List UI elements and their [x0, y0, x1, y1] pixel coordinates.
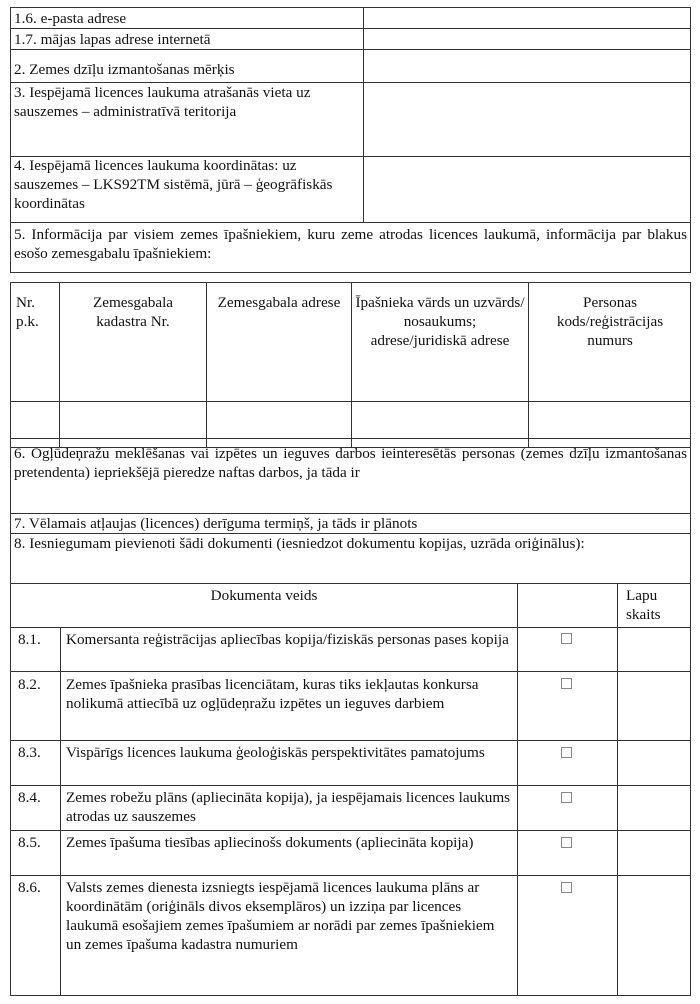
territory-value-field[interactable] [363, 82, 691, 157]
doc-num-8-5: 8.5. [18, 834, 41, 851]
email-value-field[interactable] [363, 7, 691, 29]
row-3-label: 3. Iespējamā licences laukuma atrašanās vieta uz sauszemes – administratīvā teritorija [14, 84, 311, 120]
owners-header-nr: Nr. p.k. [16, 294, 39, 330]
row-2-label: 2. Zemes dzīļu izmantošanas mērķis [14, 61, 235, 78]
doc-checkbox-8-1[interactable] [561, 633, 572, 644]
doc-checkbox-8-2[interactable] [561, 678, 572, 689]
website-value-field[interactable] [363, 28, 691, 50]
doc-checkbox-8-3[interactable] [561, 747, 572, 758]
doc-text-8-5: Zemes īpašuma tiesības apliecinošs dokuments (apliecināta kopija) [66, 834, 474, 851]
row-1-6-label: 1.6. e-pasta adrese [14, 10, 127, 27]
documents-header-check-cell [517, 583, 618, 628]
doc-checkbox-8-6[interactable] [561, 882, 572, 893]
owners-header-code: Personas kods/reģistrācijas numurs [556, 294, 664, 349]
doc-num-8-1: 8.1. [18, 631, 41, 648]
doc-pages-field-8-5[interactable] [617, 830, 691, 876]
doc-pages-field-8-4[interactable] [617, 785, 691, 831]
doc-text-8-6: Valsts zemes dienesta izsniegts iespējamā licences laukuma plāns ar koordinātām (oriģināls divos eksemplāros) un izziņa par licences laukumā esošajiem zemes īpašumiem ar norādi par zemes īpašniekiem un zemes īpašuma kadastra numuriem [66, 879, 495, 953]
row-7-label: 7. Vēlamais atļaujas (licences) derīguma termiņš, ja tāds ir plānots [14, 515, 418, 532]
doc-pages-field-8-6[interactable] [617, 875, 691, 996]
doc-pages-field-8-3[interactable] [617, 740, 691, 786]
doc-text-8-1: Komersanta reģistrācijas apliecības kopija/fiziskās personas pases kopija [66, 631, 509, 648]
row-5-label: 5. Informācija par visiem zemes īpašniekiem, kuru zeme atrodas licences laukumā, informācija par blakus esošo zemesgabalu īpašniekiem: [14, 226, 687, 262]
doc-pages-field-8-1[interactable] [617, 627, 691, 672]
doc-num-8-4: 8.4. [18, 789, 41, 806]
documents-header-pages: Lapu skaits [626, 587, 661, 623]
doc-text-8-3: Vispārīgs licences laukuma ģeoloģiskās perspektivitātes pamatojums [66, 744, 485, 761]
row-1-7-label: 1.7. mājas lapas adrese internetā [14, 31, 211, 48]
purpose-value-field[interactable] [363, 49, 691, 83]
doc-checkbox-8-5[interactable] [561, 837, 572, 848]
doc-check-cell-8-6 [517, 875, 618, 996]
coordinates-value-field[interactable] [363, 156, 691, 223]
doc-text-8-2: Zemes īpašnieka prasības licenciātam, kuras tiks iekļautas konkursa nolikumā attiecībā uz ogļūdeņražu izpētes un ieguves darbiem [66, 676, 479, 712]
row-4-label: 4. Iespējamā licences laukuma koordinātas: uz sauszemes – LKS92TM sistēmā, jūrā – ģeogrāfiskās koordinātas [14, 157, 333, 212]
row-8-label: 8. Iesniegumam pievienoti šādi dokumenti (iesniedzot dokumentu kopijas, uzrāda oriģinālus): [14, 535, 585, 552]
owners-header-owner: Īpašnieka vārds un uzvārds/ nosaukums; adrese/juridiskā adrese [355, 294, 525, 349]
doc-num-8-3: 8.3. [18, 744, 41, 761]
row-6-label: 6. Ogļūdeņražu meklēšanas vai izpētes un ieguves darbos ieinteresētās personas (zemes dzīļu izmantošanas pretendenta) iepriekšējā pieredze naftas darbos, ja tāda ir [14, 445, 687, 481]
documents-header-type: Dokumenta veids [210, 587, 318, 604]
doc-num-8-6: 8.6. [18, 879, 41, 896]
owners-header-cadastre: Zemesgabala kadastra Nr. [92, 294, 174, 330]
doc-checkbox-8-4[interactable] [561, 792, 572, 803]
doc-num-8-2: 8.2. [18, 676, 41, 693]
owners-header-address: Zemesgabala adrese [217, 294, 341, 311]
doc-pages-field-8-2[interactable] [617, 671, 691, 741]
doc-text-8-4: Zemes robežu plāns (apliecināta kopija), ja iespējamais licences laukums atrodas uz sauszemes [66, 789, 511, 825]
